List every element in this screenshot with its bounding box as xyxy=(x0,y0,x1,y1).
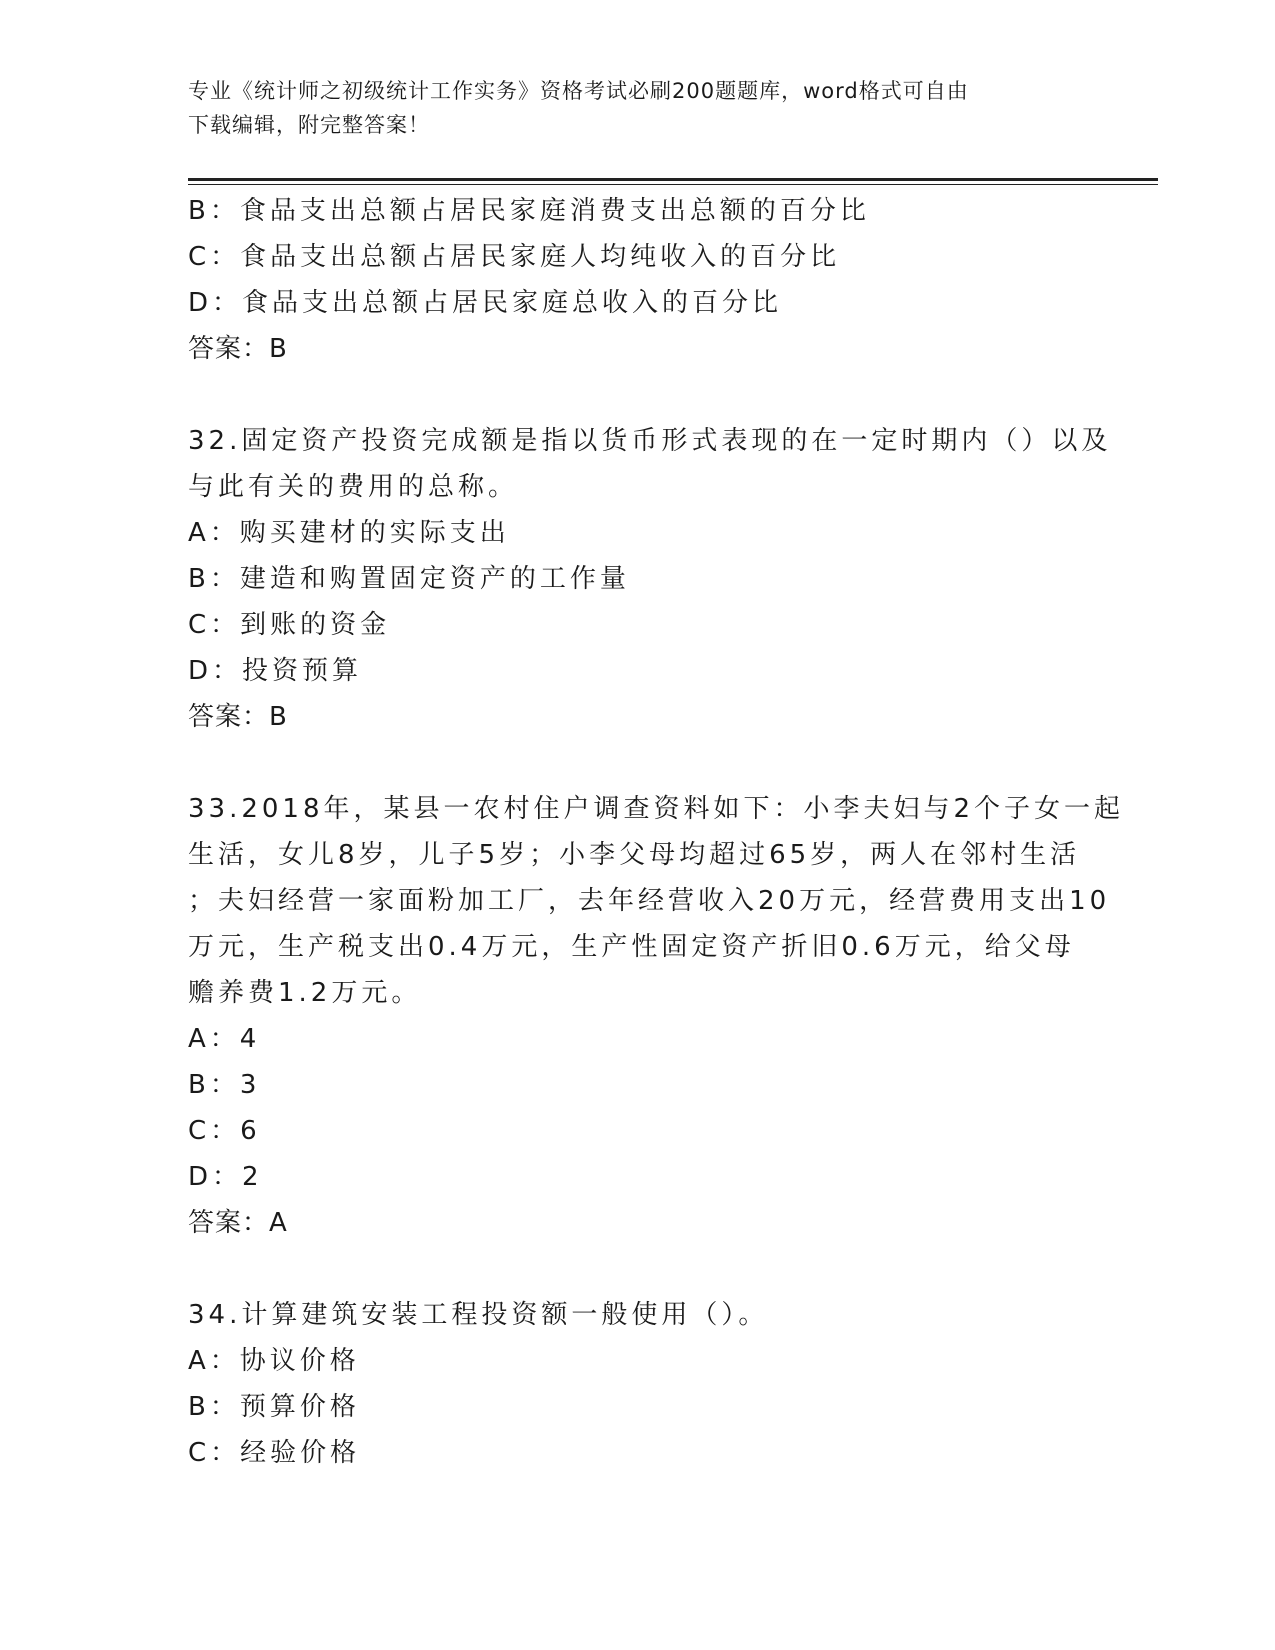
stem-line: 33.2018年，某县一农村住户调查资料如下：小李夫妇与2个子女一起 xyxy=(188,794,1125,824)
stem-line: 赡养费1.2万元。 xyxy=(188,978,422,1008)
question-list xyxy=(188,188,1125,1476)
question-34 xyxy=(188,1292,1078,1476)
stem-line: 34.计算建筑安装工程投资额一般使用（）。 xyxy=(188,1300,769,1330)
header-divider-thick xyxy=(188,178,1158,181)
option-b: B：建造和购置固定资产的工作量 xyxy=(188,564,630,594)
option-a: A：4 xyxy=(188,1024,261,1054)
option-d: D：食品支出总额占居民家庭总收入的百分比 xyxy=(188,288,783,318)
answer: 答案：B xyxy=(188,334,288,364)
stem-line: 32.固定资产投资完成额是指以货币形式表现的在一定时期内（）以及 xyxy=(188,426,1112,456)
answer: 答案：B xyxy=(188,702,288,732)
stem-line: 万元，生产税支出0.4万元，生产性固定资产折旧0.6万元，给父母 xyxy=(188,932,1075,962)
option-b: B：预算价格 xyxy=(188,1392,360,1422)
header-line-2: 下载编辑，附完整答案！ xyxy=(188,113,430,137)
question-stem xyxy=(188,786,1125,1016)
option-b: B：食品支出总额占居民家庭消费支出总额的百分比 xyxy=(188,196,870,226)
option-a: A：协议价格 xyxy=(188,1346,360,1376)
header-divider-thin xyxy=(188,184,1158,185)
document-header xyxy=(188,74,1088,142)
stem-line: 生活，女儿8岁，儿子5岁；小李父母均超过65岁，两人在邻村生活 xyxy=(188,840,1081,870)
question-32 xyxy=(188,418,1112,740)
option-c: C：食品支出总额占居民家庭人均纯收入的百分比 xyxy=(188,242,841,272)
option-b: B：3 xyxy=(188,1070,261,1100)
answer: 答案：A xyxy=(188,1208,288,1238)
stem-line: ；夫妇经营一家面粉加工厂，去年经营收入20万元，经营费用支出10 xyxy=(188,886,1111,916)
option-c: C：经验价格 xyxy=(188,1438,361,1468)
option-c: C：6 xyxy=(188,1116,261,1146)
option-d: D：投资预算 xyxy=(188,656,363,686)
question-33 xyxy=(188,786,1125,1246)
option-c: C：到账的资金 xyxy=(188,610,391,640)
header-line-1: 专业《统计师之初级统计工作实务》资格考试必刷200题题库，word格式可自由 xyxy=(188,79,969,103)
stem-line: 与此有关的费用的总称。 xyxy=(188,472,519,502)
question-31 xyxy=(188,188,1088,372)
question-stem xyxy=(188,418,1112,510)
question-stem xyxy=(188,1292,1078,1338)
option-a: A：购买建材的实际支出 xyxy=(188,518,510,548)
option-d: D：2 xyxy=(188,1162,263,1192)
